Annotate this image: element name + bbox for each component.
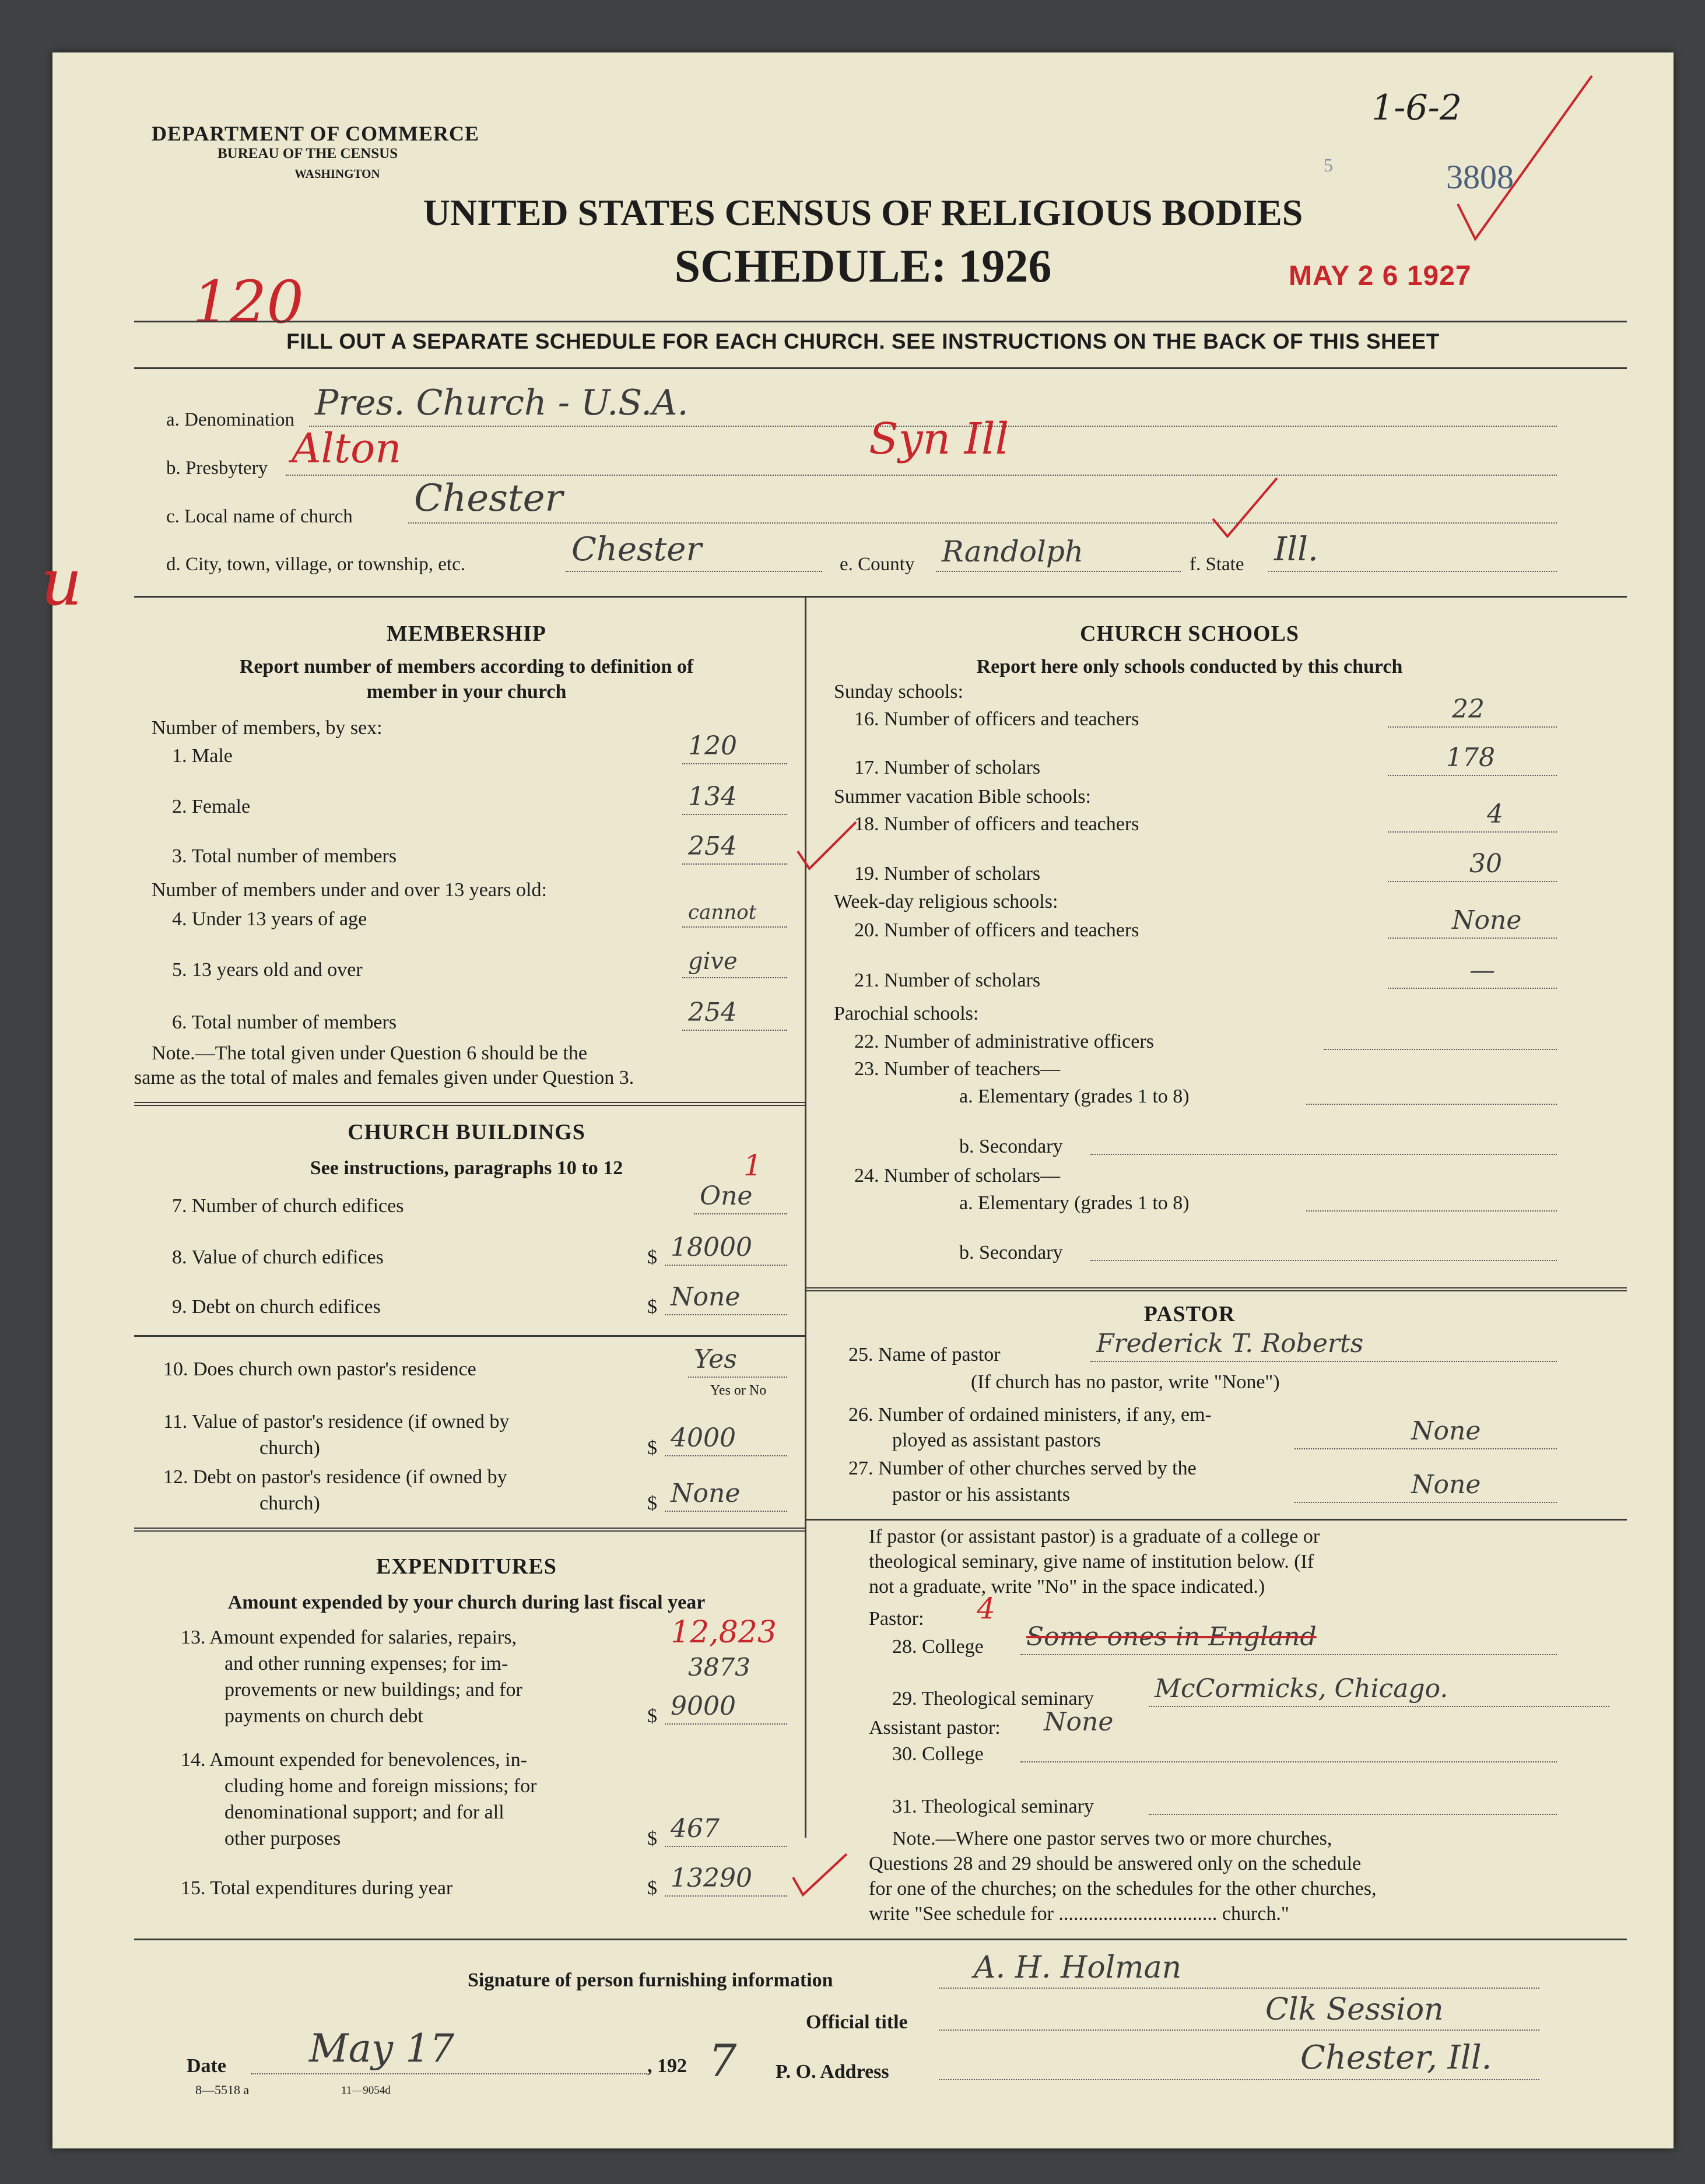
- q29-label: 29. Theological seminary: [892, 1688, 1094, 1709]
- q23b-label: b. Secondary: [959, 1136, 1063, 1157]
- schedule-year: SCHEDULE: 1926: [674, 241, 1052, 292]
- q12-field[interactable]: [665, 1479, 787, 1512]
- q13-value-improvements: 3873: [688, 1653, 750, 1681]
- county-label: e. County: [840, 554, 915, 575]
- membership-note-line1: Note.—The total given under Question 6 should be the: [152, 1042, 587, 1064]
- tally-mark-120: 120: [192, 268, 304, 336]
- expenditures-intro: Amount expended by your church during last fiscal year: [227, 1592, 706, 1613]
- check-mark-header: [1452, 64, 1627, 251]
- expenditures-heading: EXPENDITURES: [376, 1554, 557, 1579]
- q27-field[interactable]: [1294, 1470, 1557, 1503]
- q2-field[interactable]: [682, 782, 787, 815]
- membership-heading: MEMBERSHIP: [387, 622, 546, 646]
- q14-value: 467: [671, 1814, 720, 1844]
- q18-label: 18. Number of officers and teachers: [854, 813, 1139, 835]
- q1-label: 1. Male: [172, 745, 233, 767]
- official-title-value: Clk Session: [1265, 1992, 1444, 2027]
- q4-value: cannot: [688, 901, 757, 924]
- q28-field[interactable]: [1020, 1622, 1557, 1655]
- q28-value: Some ones in England: [1026, 1622, 1317, 1652]
- q21-field[interactable]: [1388, 956, 1557, 989]
- divider: [134, 596, 1627, 598]
- q22-label: 22. Number of administrative officers: [854, 1031, 1154, 1052]
- check-mark-local-name: [1207, 472, 1283, 542]
- q6-field[interactable]: [682, 998, 787, 1031]
- by-age-label: Number of members under and over 13 years old:: [152, 879, 547, 901]
- q3-field[interactable]: [682, 831, 787, 865]
- q26-value: None: [1411, 1416, 1481, 1446]
- q4-field[interactable]: [682, 901, 787, 928]
- bureau-heading: BUREAU OF THE CENSUS: [217, 146, 398, 161]
- parochial-schools-heading: Parochial schools:: [834, 1003, 979, 1024]
- date-value: May 17: [309, 2026, 455, 2071]
- q13-field[interactable]: [665, 1691, 787, 1725]
- q5-field[interactable]: [682, 948, 787, 978]
- schools-intro: Report here only schools conducted by this church: [976, 656, 1403, 677]
- q15-label: 15. Total expenditures during year: [181, 1877, 453, 1899]
- q13-label-line2: and other running expenses; for im-: [224, 1653, 508, 1674]
- q25-field[interactable]: [1090, 1329, 1557, 1362]
- q24b-label: b. Secondary: [959, 1242, 1063, 1263]
- q23b-field[interactable]: [1090, 1128, 1557, 1155]
- q25-note: (If church has no pastor, write "None"): [971, 1371, 1280, 1393]
- margin-mark-u: u: [41, 545, 82, 620]
- q15-dollar: $: [647, 1877, 657, 1899]
- q10-label: 10. Does church own pastor's residence: [163, 1358, 476, 1380]
- q14-label-line3: denominational support; and for all: [224, 1802, 504, 1823]
- q10-value: Yes: [694, 1344, 737, 1374]
- presbytery-label: b. Presbytery: [166, 458, 268, 479]
- weekday-schools-heading: Week-day religious schools:: [834, 891, 1058, 912]
- q10-hint: Yes or No: [710, 1383, 767, 1398]
- q5-label: 5. 13 years old and over: [172, 959, 363, 981]
- city-field[interactable]: [566, 531, 822, 572]
- instructions-banner: FILL OUT A SEPARATE SCHEDULE FOR EACH CHURCH. SEE INSTRUCTIONS ON THE BACK OF THIS SHEET: [286, 329, 1440, 353]
- q17-label: 17. Number of scholars: [854, 757, 1041, 778]
- schools-heading: CHURCH SCHOOLS: [1079, 622, 1300, 646]
- q17-value: 178: [1446, 743, 1495, 773]
- vacation-schools-heading: Summer vacation Bible schools:: [834, 786, 1091, 807]
- buildings-intro: See instructions, paragraphs 10 to 12: [310, 1157, 623, 1179]
- q3-label: 3. Total number of members: [172, 845, 397, 867]
- q12-dollar: $: [647, 1493, 657, 1514]
- q13-value-debt: 9000: [671, 1691, 736, 1721]
- q13-value-salaries: 12,823: [671, 1615, 777, 1650]
- q11-label-line2: church): [259, 1437, 320, 1459]
- po-address-label: P. O. Address: [776, 2061, 889, 2083]
- q4-label: 4. Under 13 years of age: [172, 908, 367, 930]
- buildings-heading: CHURCH BUILDINGS: [348, 1120, 585, 1144]
- divider: [805, 1287, 1627, 1291]
- q3-value: 254: [688, 831, 737, 861]
- q28-label: 28. College: [892, 1636, 984, 1658]
- q16-label: 16. Number of officers and teachers: [854, 708, 1139, 730]
- department-heading: DEPARTMENT OF COMMERCE: [152, 122, 480, 145]
- q13-dollar: $: [647, 1705, 657, 1727]
- q18-field[interactable]: [1388, 799, 1557, 833]
- assistant-pastor-value: None: [1044, 1707, 1114, 1737]
- q7-label: 7. Number of church edifices: [172, 1195, 404, 1217]
- q5-value: give: [688, 948, 738, 975]
- q14-label-line2: cluding home and foreign missions; for: [224, 1775, 537, 1797]
- signature-value: A. H. Holman: [974, 1950, 1182, 1985]
- small-mark: 5: [1324, 155, 1333, 175]
- state-value: Ill.: [1274, 531, 1318, 568]
- denomination-label: a. Denomination: [166, 409, 294, 430]
- q23a-field[interactable]: [1306, 1078, 1557, 1105]
- divider: [134, 367, 1627, 369]
- q21-value: —: [1469, 956, 1495, 985]
- q12-label-line2: church): [259, 1493, 320, 1514]
- graduate-intro-line2: theological seminary, give name of institution below. (If: [869, 1551, 1314, 1572]
- divider: [805, 1519, 1627, 1521]
- q22-field[interactable]: [1324, 1023, 1557, 1050]
- q9-value: None: [671, 1282, 741, 1312]
- q13-label-line3: provements or new buildings; and for: [224, 1679, 522, 1701]
- q1-field[interactable]: [682, 731, 787, 764]
- q23-label: 23. Number of teachers—: [854, 1058, 1061, 1080]
- city-label: d. City, town, village, or township, etc.: [166, 554, 465, 575]
- q14-label-line4: other purposes: [224, 1828, 341, 1849]
- q8-field[interactable]: [665, 1233, 787, 1266]
- year-value: 7: [708, 2035, 737, 2087]
- sunday-schools-heading: Sunday schools:: [834, 681, 963, 703]
- q20-value: None: [1452, 905, 1522, 935]
- divider: [134, 321, 1627, 322]
- date-field[interactable]: [251, 2026, 647, 2074]
- county-field[interactable]: [936, 535, 1181, 572]
- assistant-pastor-label: Assistant pastor:: [869, 1717, 1001, 1739]
- q11-label-line1: 11. Value of pastor's residence (if owned by: [163, 1411, 510, 1432]
- file-code: 1-6-2: [1371, 87, 1462, 128]
- q29-value: McCormicks, Chicago.: [1155, 1674, 1448, 1704]
- q19-value: 30: [1469, 849, 1502, 879]
- pastor-heading: PASTOR: [1143, 1302, 1236, 1326]
- q27-label-line1: 27. Number of other churches served by the: [848, 1458, 1197, 1479]
- q26-field[interactable]: [1294, 1416, 1557, 1449]
- check-mark-q3: [792, 816, 862, 875]
- q27-label-line2: pastor or his assistants: [892, 1484, 1071, 1505]
- signature-label: Signature of person furnishing information: [468, 1969, 833, 1991]
- q21-label: 21. Number of scholars: [854, 970, 1041, 991]
- divider: [134, 1939, 1627, 1940]
- q24-label: 24. Number of scholars—: [854, 1165, 1061, 1186]
- pastor-mark: 4: [977, 1592, 995, 1625]
- membership-intro-line1: Report number of members according to definition of: [239, 656, 694, 677]
- q11-dollar: $: [647, 1437, 657, 1459]
- official-title-field[interactable]: [939, 1992, 1539, 2031]
- print-number: 11—9054d: [341, 2084, 391, 2097]
- q15-field[interactable]: [665, 1863, 787, 1897]
- check-mark-q15: [788, 1848, 852, 1901]
- form-number: 8—5518 a: [195, 2083, 250, 2097]
- received-date-stamp: MAY 2 6 1927: [1289, 261, 1472, 292]
- buildings-mark: 1: [743, 1149, 762, 1182]
- city-heading: WASHINGTON: [294, 167, 380, 181]
- po-address-value: Chester, Ill.: [1300, 2039, 1492, 2077]
- q8-label: 8. Value of church edifices: [172, 1247, 384, 1268]
- county-value: Randolph: [942, 535, 1084, 568]
- q24a-field[interactable]: [1306, 1185, 1557, 1212]
- q23a-label: a. Elementary (grades 1 to 8): [959, 1086, 1190, 1107]
- q26-label-line1: 26. Number of ordained ministers, if any, em-: [848, 1404, 1212, 1425]
- membership-intro-line2: member in your church: [366, 681, 567, 703]
- q20-field[interactable]: [1388, 905, 1557, 939]
- q8-dollar: $: [647, 1247, 657, 1268]
- column-divider: [805, 596, 806, 1838]
- q30-field[interactable]: [1020, 1736, 1557, 1762]
- q14-field[interactable]: [665, 1814, 787, 1847]
- q24b-field[interactable]: [1090, 1234, 1557, 1261]
- q20-label: 20. Number of officers and teachers: [854, 919, 1139, 941]
- serial-number: 3808: [1446, 158, 1514, 196]
- q19-label: 19. Number of scholars: [854, 863, 1041, 884]
- q9-label: 9. Debt on church edifices: [172, 1296, 381, 1318]
- year-prefix: , 192: [647, 2055, 687, 2077]
- by-sex-label: Number of members, by sex:: [152, 717, 383, 739]
- q1-value: 120: [688, 731, 737, 761]
- q8-value: 18000: [671, 1233, 752, 1262]
- q13-label-line1: 13. Amount expended for salaries, repairs,: [181, 1627, 517, 1648]
- graduate-intro-line3: not a graduate, write "No" in the space indicated.): [869, 1576, 1265, 1597]
- q7-value: One: [700, 1181, 753, 1211]
- q11-value: 4000: [671, 1423, 736, 1453]
- q7-field[interactable]: [694, 1181, 787, 1214]
- presbytery-value: Alton: [292, 424, 402, 472]
- q13-label-line4: payments on church debt: [224, 1705, 423, 1727]
- divider: [134, 1335, 805, 1337]
- form-title: UNITED STATES CENSUS OF RELIGIOUS BODIES: [423, 192, 1303, 233]
- q24a-label: a. Elementary (grades 1 to 8): [959, 1192, 1190, 1214]
- q2-value: 134: [688, 782, 737, 812]
- pastor-note-line3: for one of the churches; on the schedules for the other churches,: [869, 1878, 1377, 1899]
- q26-label-line2: ployed as assistant pastors: [892, 1430, 1101, 1451]
- signature-field[interactable]: [939, 1950, 1539, 1989]
- q15-value: 13290: [671, 1863, 752, 1893]
- q6-label: 6. Total number of members: [172, 1012, 397, 1033]
- po-address-field[interactable]: [939, 2039, 1539, 2080]
- membership-note-line2: same as the total of males and females given under Question 3.: [134, 1067, 634, 1089]
- q25-label: 25. Name of pastor: [848, 1344, 1001, 1365]
- official-title-label: Official title: [806, 2011, 908, 2033]
- local-name-label: c. Local name of church: [166, 506, 353, 527]
- pastor-note-line2: Questions 28 and 29 should be answered only on the schedule: [869, 1853, 1362, 1874]
- q10-field[interactable]: [688, 1344, 787, 1378]
- q18-value: 4: [1487, 799, 1503, 829]
- state-label: f. State: [1190, 554, 1244, 575]
- date-label: Date: [187, 2055, 226, 2077]
- local-name-value: Chester: [414, 477, 563, 520]
- pastor-note-line4: write "See schedule for ................................ church.": [869, 1903, 1289, 1925]
- q9-dollar: $: [647, 1296, 657, 1318]
- city-value: Chester: [571, 531, 702, 568]
- synod-note: Syn Ill: [869, 414, 1009, 464]
- q9-field[interactable]: [665, 1282, 787, 1315]
- pastor-sub-label: Pastor:: [869, 1608, 924, 1630]
- q12-label-line1: 12. Debt on pastor's residence (if owned by: [163, 1466, 507, 1488]
- q17-field[interactable]: [1388, 743, 1557, 776]
- q16-field[interactable]: [1388, 694, 1557, 728]
- census-schedule-sheet: [41, 52, 1674, 2148]
- q30-label: 30. College: [892, 1743, 984, 1765]
- q27-value: None: [1411, 1470, 1481, 1500]
- q31-field[interactable]: [1149, 1788, 1557, 1815]
- q31-label: 31. Theological seminary: [892, 1796, 1094, 1817]
- divider: [134, 1528, 805, 1532]
- q14-label-line1: 14. Amount expended for benevolences, in-: [181, 1749, 527, 1771]
- divider: [134, 1102, 805, 1106]
- local-name-field[interactable]: [408, 477, 1557, 524]
- q29-field[interactable]: [1149, 1674, 1609, 1707]
- q11-field[interactable]: [665, 1423, 787, 1456]
- pastor-note-line1: Note.—Where one pastor serves two or more churches,: [892, 1828, 1332, 1849]
- q14-dollar: $: [647, 1828, 657, 1849]
- q19-field[interactable]: [1388, 849, 1557, 882]
- state-field[interactable]: [1268, 531, 1557, 572]
- q2-label: 2. Female: [172, 796, 251, 817]
- graduate-intro-line1: If pastor (or assistant pastor) is a graduate of a college or: [869, 1526, 1320, 1547]
- q6-value: 254: [688, 998, 737, 1027]
- q25-value: Frederick T. Roberts: [1096, 1329, 1364, 1358]
- q12-value: None: [671, 1479, 741, 1508]
- denomination-value: Pres. Church - U.S.A.: [315, 382, 689, 423]
- q16-value: 22: [1452, 694, 1485, 724]
